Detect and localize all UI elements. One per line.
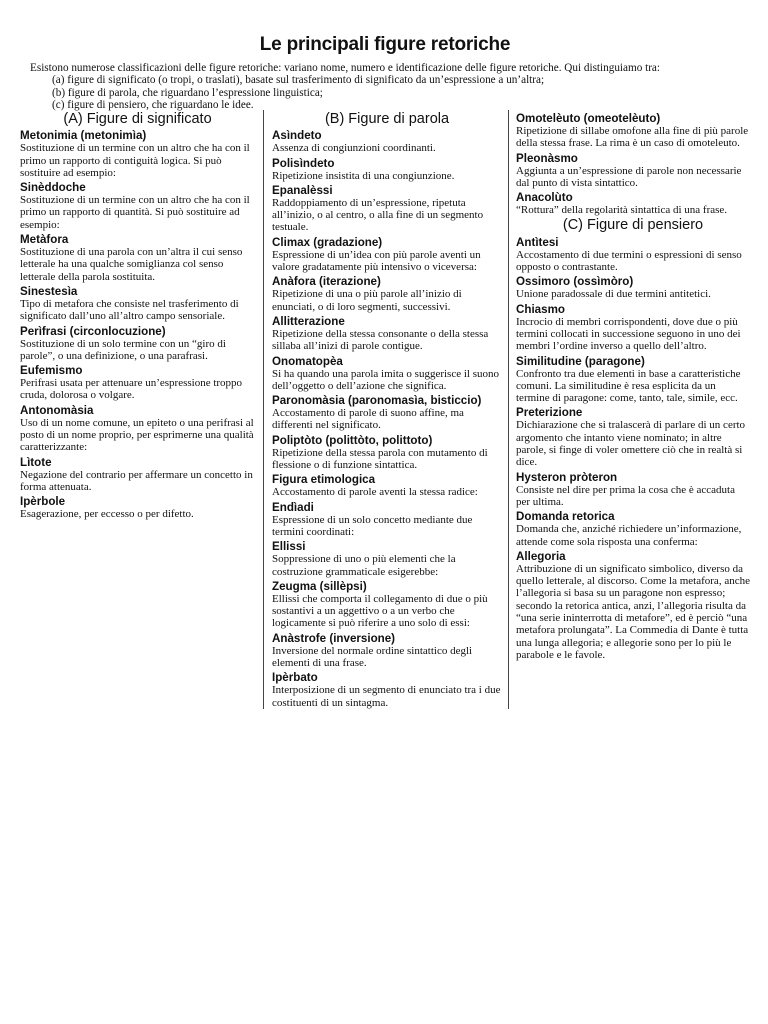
heading-allitterazione: Allitterazione (272, 314, 345, 328)
text-allegoria: Attribuzione di un significato simbolico, diverso da quello letterale, al discorso. Come la metafora, anche l’allegoria si basa su un paragone non espresso; secondo la retorica antica, anzi, l’allegoria risulta da “una serie ininterrotta di metafore”, ed è perciò “una metafora prolungata”. La Commedia di Dante è tutta una lunga allegoria; e allegorie sono per lo più le parabole e le favole. (516, 562, 750, 661)
text-sineddoche: Sostituzione di un termine con un altro che ha con il primo un rapporto di quantità. Si può sostituire ad esempio: (20, 194, 250, 231)
intro-item-b: (b) figure di parola, che riguardano l’espressione linguistica; (52, 86, 323, 99)
section-heading-a: (A) Figure di significato (63, 111, 212, 127)
text-climax: Espressione di un’idea con più parole aventi un valore gradatamente più intensivo o viceversa: (272, 248, 481, 274)
heading-endiadi: Endìadi (272, 500, 314, 514)
heading-onomatopea: Onomatopèa (272, 354, 343, 368)
text-eufemismo: Perifrasi usata per attenuare un’espressione troppo cruda, dolorosa o volgare. (20, 377, 243, 402)
heading-omoteleuto: Omotelèuto (omeotelèuto) (516, 112, 661, 125)
heading-perifrasi: Perìfrasi (circonlocuzione) (20, 324, 166, 338)
section-heading-b: (B) Figure di parola (324, 111, 450, 127)
text-perifrasi: Sostituzione di un solo termine con un “giro di parole”, o una definizione, o una parafrasi. (20, 337, 226, 362)
heading-anastrofe: Anàstrofe (inversione) (272, 631, 396, 645)
heading-iperbato: Ipèrbato (272, 671, 318, 685)
text-figura-etimologica: Accostamento di parole aventi la stessa radice: (272, 486, 478, 499)
heading-allegoria: Allegoria (516, 549, 566, 563)
text-anafora: Ripetizione di una o più parole all’inizio di enunciati, o di loro segmenti, successivi. (272, 288, 462, 313)
heading-antitesi: Antìtesi (516, 235, 559, 249)
text-allitterazione: Ripetizione della stessa consonante o della stessa sillaba all’inizi di parole contigue. (272, 327, 489, 353)
intro (20, 62, 750, 112)
text-iperbole: Esagerazione, per eccesso o per difetto. (20, 508, 194, 521)
heading-ossimoro: Ossimoro (ossìmòro) (516, 275, 634, 289)
heading-zeugma: Zeugma (sillèpsi) (272, 579, 367, 593)
heading-pleonasmo: Pleonàsmo (516, 151, 578, 165)
text-metonimia: Sostituzione di un termine con un altro che ha con il primo un rapporto di contiguità logica. Si può sostituire ad esempio: (20, 142, 250, 179)
heading-eufemismo: Eufemismo (20, 364, 83, 378)
text-hysteron-proteron: Consiste nel dire per prima la cosa che è accaduta per ultima. (516, 483, 735, 508)
page (20, 0, 750, 709)
text-antonomasia: Uso di un nome comune, un epiteto o una perifrasi al posto di un nome proprio, per esprimerne una qualità caratterizzante: (20, 416, 254, 454)
text-litote: Negazione del contrario per affermare un concetto in forma attenuata. (20, 468, 253, 493)
heading-poliptoto: Poliptòto (polittòto, polittoto) (272, 433, 433, 447)
heading-sinestesia: Sinestesìa (20, 284, 78, 298)
heading-anacoluto: Anacolùto (516, 191, 573, 205)
heading-asindeto: Asìndeto (272, 129, 322, 143)
text-preterizione: Dichiarazione che si tralascerà di parlare di un certo argomento che intanto viene nominato; in altre parole, si finge di voler omettere ciò che in realtà si dice. (516, 419, 746, 469)
heading-iperbole: Ipèrbole (20, 495, 66, 509)
intro-item-a: (a) figure di significato (o tropi, o traslati), basate sul trasferimento di significato da un’espressione a un’altra; (52, 74, 545, 87)
heading-domanda-retorica: Domanda retorica (516, 510, 615, 524)
text-sinestesia: Tipo di metafora che consiste nel trasferimento di significato dall’uno all’altro campo sensoriale. (20, 297, 239, 323)
text-domanda-retorica: Domanda che, anziché richiedere un’informazione, attende come sola risposta una conferma: (516, 523, 742, 548)
column-right (508, 110, 750, 709)
intro-item-c: (c) figure di pensiero, che riguardano le idee. (52, 99, 254, 112)
heading-polisindeto: Polisìndeto (272, 156, 335, 170)
text-antitesi: Accostamento di due termini o espressioni di senso opposto o contrastante. (516, 248, 742, 274)
heading-chiasmo: Chiasmo (516, 302, 565, 316)
heading-litote: Lìtote (20, 455, 52, 469)
intro-text: Esistono numerose classificazioni delle figure retoriche: variano nome, numero e identificazione delle figure retoriche. Qui distinguiamo tra: (30, 62, 661, 74)
column-figure-di-parola (263, 110, 508, 709)
text-asindeto: Assenza di congiunzioni coordinanti. (272, 142, 436, 155)
text-similitudine: Confronto tra due elementi in base a caratteristiche comuni. La similitudine è resa esplicita da un termine di paragone: come, tanto, tale, simile, ecc. (516, 367, 741, 405)
text-anastrofe: Inversione del normale ordine sintattico degli elementi di una frase. (272, 644, 473, 670)
heading-antonomasia: Antonomàsia (20, 403, 94, 417)
heading-ellissi: Ellissi (272, 540, 306, 554)
columns (20, 110, 750, 709)
heading-epanalessi: Epanalèssi (272, 183, 333, 197)
heading-sineddoche: Sinèddoche (20, 181, 86, 195)
text-polisindeto: Ripetizione insistita di una congiunzione. (272, 169, 455, 182)
heading-anafora: Anàfora (iterazione) (272, 275, 381, 289)
text-omoteleuto: Ripetizione di sillabe omofone alla fine di più parole della stessa frase. La rima è un caso di omoteleuto. (516, 125, 749, 150)
heading-hysteron-proteron: Hysteron pròteron (516, 470, 618, 484)
text-paronomasia: Accostamento di parole di suono affine, ma differenti nel significato. (272, 407, 464, 432)
heading-climax: Climax (gradazione) (272, 235, 383, 249)
column-figure-di-significato (20, 110, 263, 709)
text-iperbato: Interposizione di un segmento di enunciato tra i due costituenti di un sintagma. (272, 684, 501, 709)
heading-paronomasia: Paronomàsia (paronomasìa, bisticcio) (272, 394, 482, 408)
heading-metafora: Metàfora (20, 233, 69, 247)
text-pleonasmo: Aggiunta a un’espressione di parole non necessarie dal punto di vista sintattico. (516, 164, 742, 189)
text-epanalessi: Raddoppiamento di un’espressione, ripetuta all’inizio, o al centro, o alla fine di un segmento testuale. (272, 196, 484, 234)
page-title: Le principali figure retoriche (259, 34, 511, 55)
text-ossimoro: Unione paradossale di due termini antitetici. (516, 288, 711, 301)
text-chiasmo: Incrocio di membri corrispondenti, dove due o più termini collocati in successione seguono in uno dei membri l’ordine inverso a quello dell’altro. (516, 315, 741, 353)
text-onomatopea: Si ha quando una parola imita o suggerisce il suono dell’oggetto o dell’azione che significa. (272, 367, 499, 392)
heading-preterizione: Preterizione (516, 406, 583, 420)
heading-figura-etimologica: Figura etimologica (272, 473, 376, 487)
heading-metonimia: Metonimia (metonimìa) (20, 129, 147, 143)
text-poliptoto: Ripetizione della stessa parola con mutamento di flessione o di funzione sintattica. (272, 446, 488, 472)
heading-similitudine: Similitudine (paragone) (516, 354, 645, 368)
text-endiadi: Espressione di un solo concetto mediante due termini coordinati: (272, 513, 473, 538)
text-anacoluto: “Rottura” della regolarità sintattica di una frase. (516, 204, 728, 217)
text-zeugma: Ellissi che comporta il collegamento di due o più sostantivi a un aggettivo o a un verbo che logicamente si può riferire a uno solo di essi: (272, 592, 488, 630)
text-metafora: Sostituzione di una parola con un’altra il cui senso letterale ha una qualche somiglianza col senso letterale della parola sostituita. (20, 246, 243, 283)
text-ellissi: Soppressione di uno o più elementi che la costruzione grammaticale esigerebbe: (272, 553, 456, 578)
section-heading-c: (C) Figure di pensiero (562, 217, 704, 234)
